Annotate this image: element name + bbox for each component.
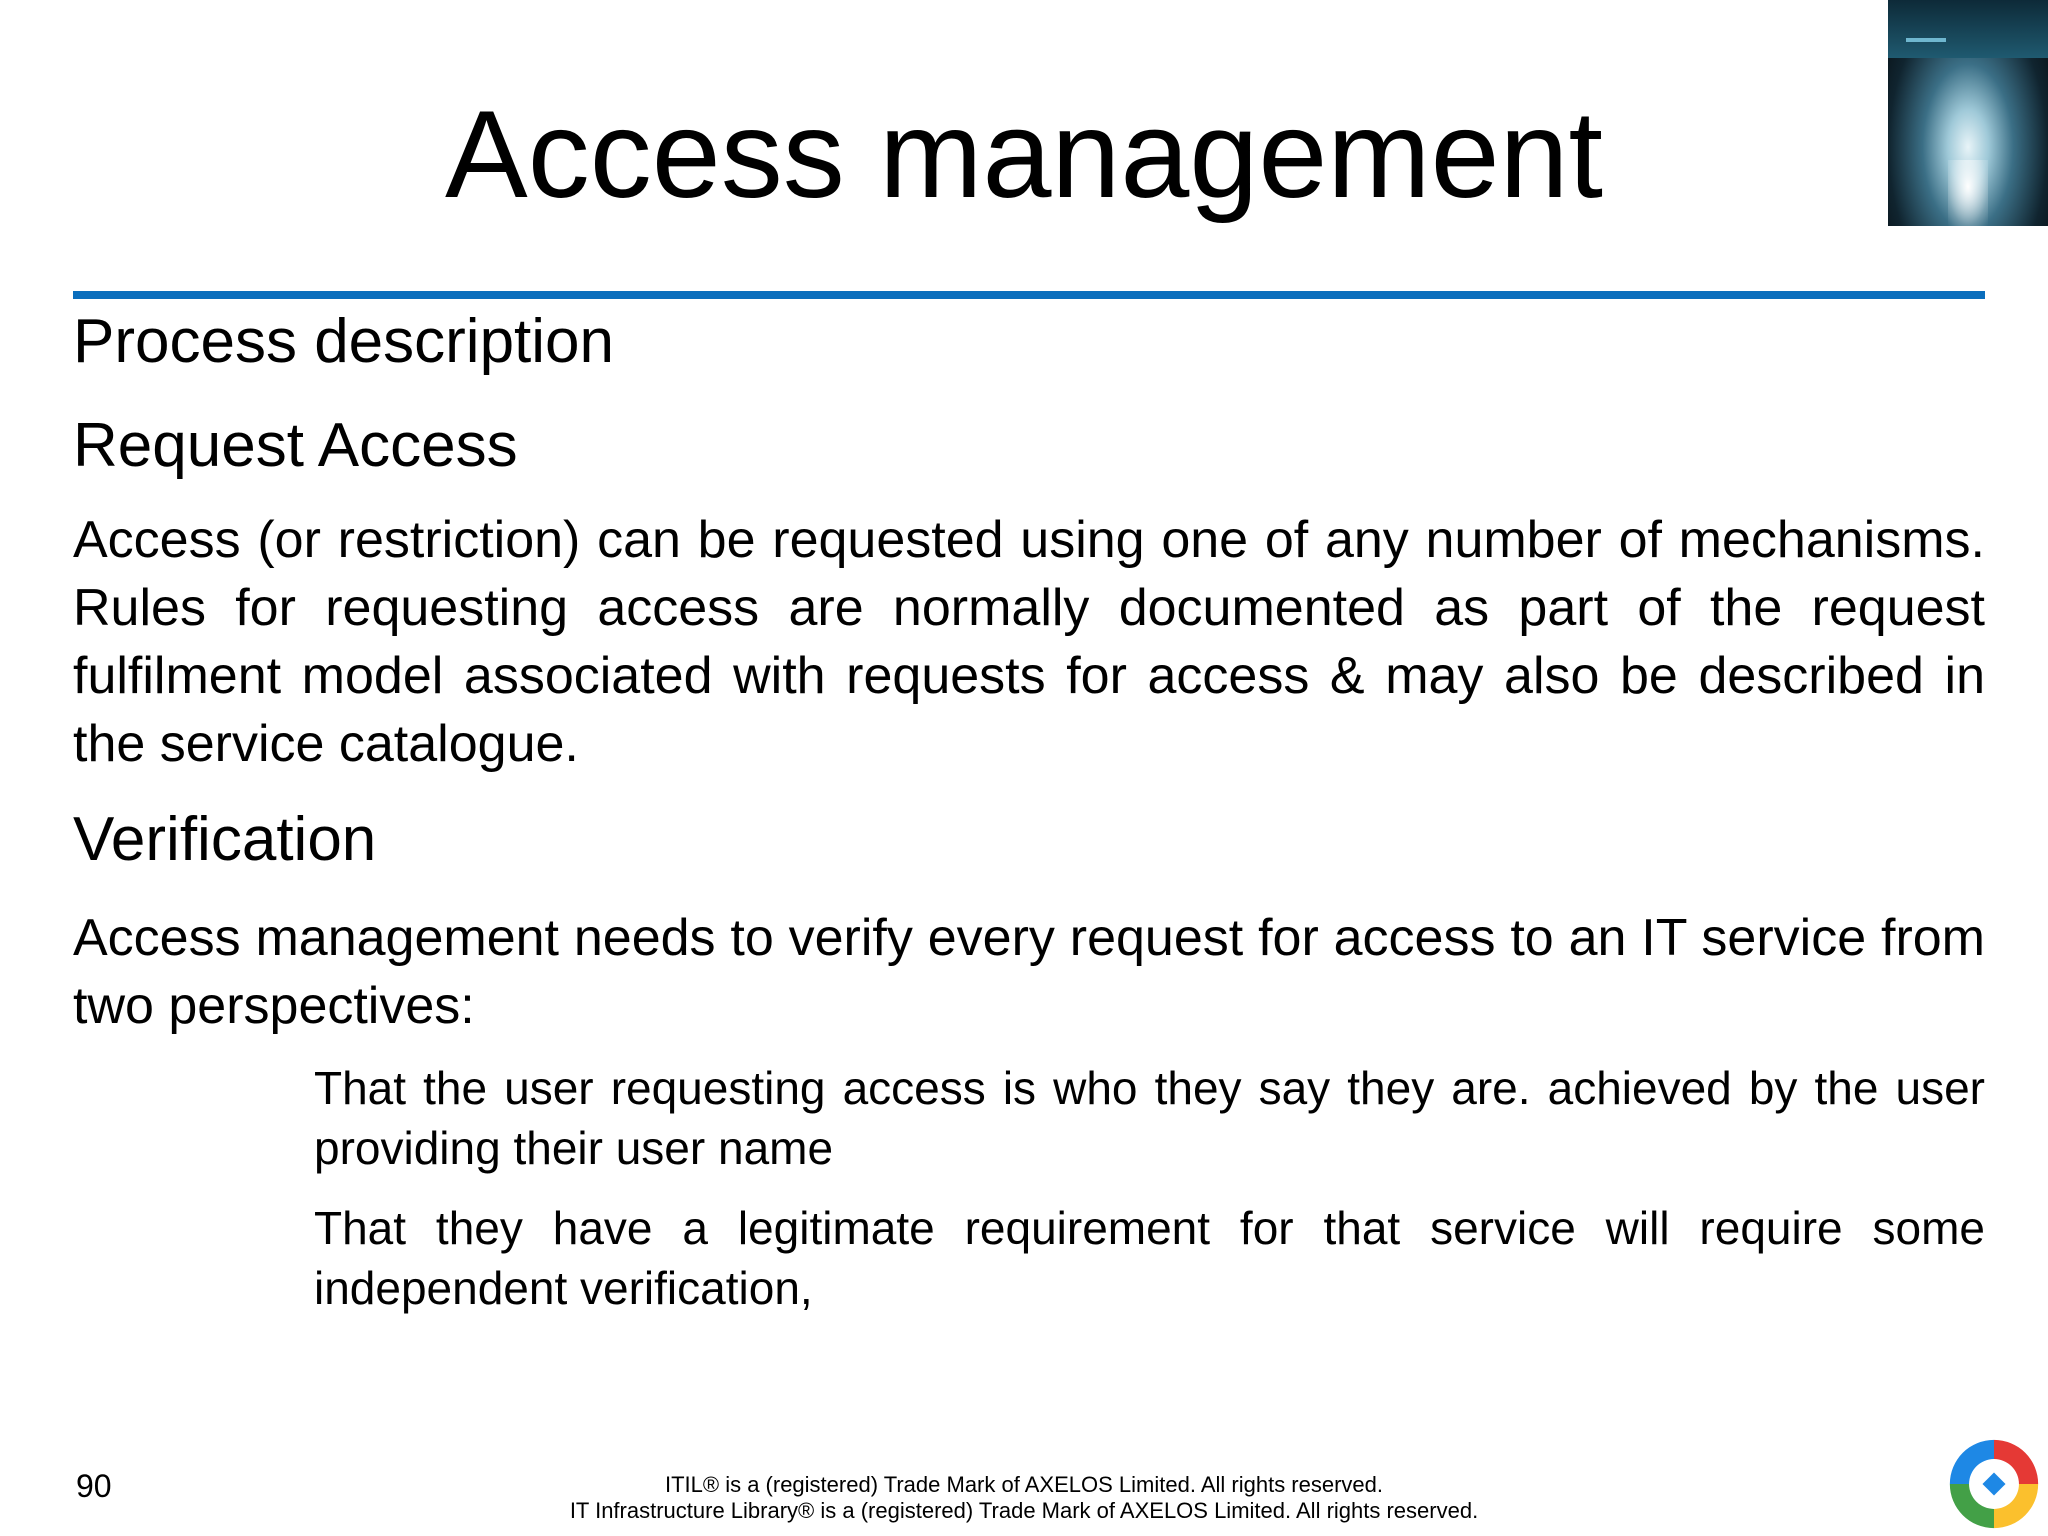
trademark-footer xyxy=(0,1472,2048,1524)
trademark-line-1: ITIL® is a (registered) Trade Mark of AXELOS Limited. All rights reserved. xyxy=(664,1472,1384,1497)
request-access-heading: Request Access xyxy=(73,411,518,480)
plan-do-check-act-cycle-logo xyxy=(1946,1436,2042,1532)
process-description-heading: Process description xyxy=(73,307,615,376)
trademark-line-2: IT Infrastructure Library® is a (registered) Trade Mark of AXELOS Limited. All rights reserved. xyxy=(569,1498,1479,1523)
title-divider xyxy=(73,291,1985,299)
request-access-text: Access (or restriction) can be requested using one of any number of mechanisms. Rules for requesting access are normally documented as part of the request fulfilment model associated with requests for access & may also be described in the service catalogue. xyxy=(73,511,1985,773)
cover-glow xyxy=(1948,160,1988,226)
verification-point-2: That they have a legitimate requirement for that service will require some independent verification, xyxy=(314,1202,1985,1314)
verification-point-1: That the user requesting access is who they say they are. achieved by the user providing their user name xyxy=(314,1062,1985,1174)
cover-header-band xyxy=(1888,0,2048,58)
slide-title: Access management xyxy=(445,86,1603,224)
verification-text: Access management needs to verify every request for access to an IT service from two perspectives: xyxy=(73,909,1985,1035)
verification-heading: Verification xyxy=(73,805,377,874)
page-number: 90 xyxy=(76,1468,112,1504)
cover-accent-bar xyxy=(1906,38,1946,42)
itil-book-cover-image xyxy=(1888,0,2048,226)
